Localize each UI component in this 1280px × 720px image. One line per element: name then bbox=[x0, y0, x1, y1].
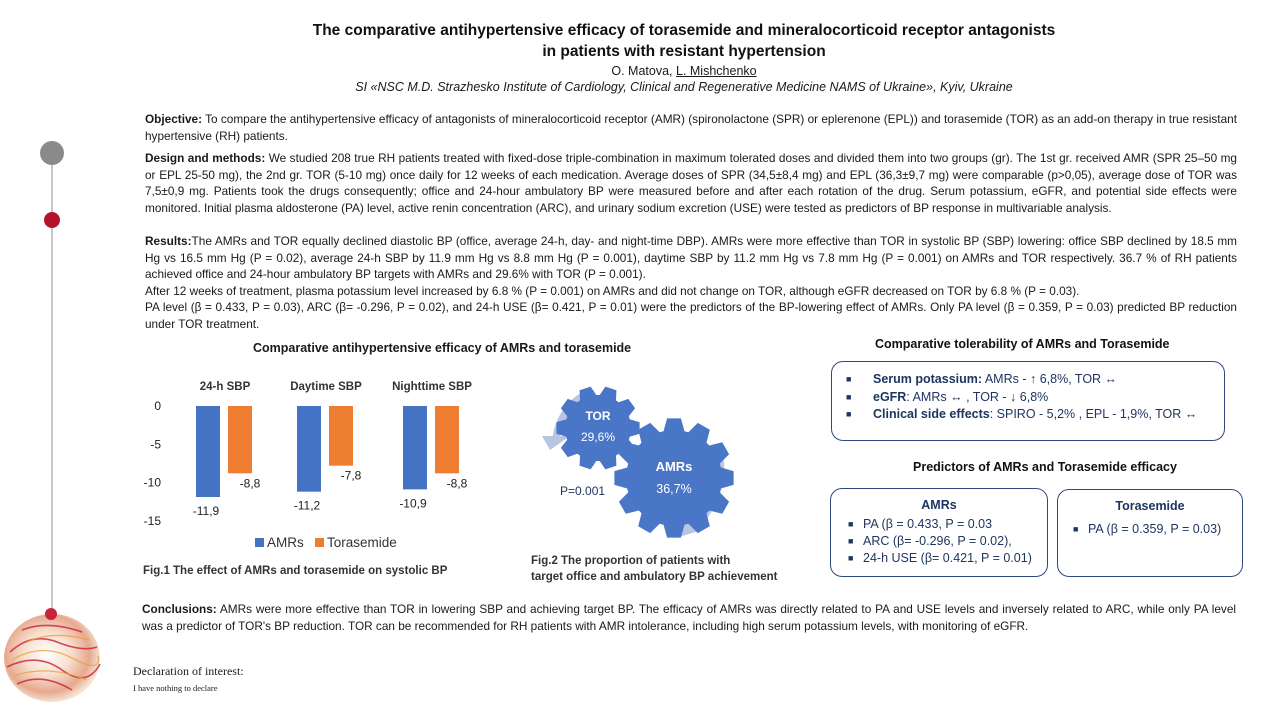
bar-torasemide bbox=[228, 406, 252, 473]
bullet-icon: ■ bbox=[848, 519, 854, 529]
objective-text: To compare the antihypertensive efficacy of antagonists of mineralocorticoid receptor (AMR) (spironolactone (SPR) or eplerenone (EPL)) and torasemide (TOR) as an add-on therapy in true resistant hypertensive (RH) patients. bbox=[145, 112, 1237, 143]
predictor-item bbox=[1070, 521, 1242, 538]
fig2-caption bbox=[531, 553, 801, 585]
authors bbox=[280, 64, 1088, 78]
bullet-icon: ■ bbox=[846, 409, 852, 419]
predictor-text: PA (β = 0.433, P = 0.03 bbox=[863, 517, 993, 531]
tolerability-item bbox=[846, 389, 1224, 407]
bullet-icon: ■ bbox=[846, 374, 852, 384]
gear-amr-value: 36,7% bbox=[656, 482, 692, 496]
author-1: O. Matova, bbox=[611, 64, 673, 78]
predictors-amr-box bbox=[830, 488, 1048, 577]
y-tick-label: -5 bbox=[150, 437, 161, 452]
title-line-2: in patients with resistant hypertension bbox=[542, 43, 826, 60]
gear-tor-value: 29,6% bbox=[580, 430, 616, 444]
bar-chart bbox=[135, 370, 505, 560]
declaration-text: I have nothing to declare bbox=[133, 683, 218, 693]
fig1-title: Comparative antihypertensive efficacy of AMRs and torasemide bbox=[253, 341, 632, 355]
data-label: -10,9 bbox=[399, 496, 427, 511]
predictor-text: 24-h USE (β= 0.421, P = 0.01) bbox=[863, 551, 1032, 565]
timeline-dot-red bbox=[44, 212, 60, 228]
results-p3: PA level (β = 0.433, P = 0.03), ARC (β= -0.296, P = 0.02), and 24-h USE (β= 0.421, P = 0.01) were the predictors of the BP-lowering effect of AMRs. Only PA level (β = 0.359, P = 0.03) predicted BP reduction under TOR treatment. bbox=[145, 300, 1237, 331]
data-label: -11,2 bbox=[293, 498, 321, 513]
tolerability-item bbox=[846, 406, 1224, 424]
conclusions-label: Conclusions: bbox=[142, 602, 217, 616]
data-label: -7,8 bbox=[340, 468, 362, 483]
data-label: -8,8 bbox=[446, 476, 468, 491]
tolerability-item-label: Serum potassium: bbox=[873, 372, 983, 386]
tolerability-item-text: : AMRs ↔ , TOR - ↓ 6,8% bbox=[906, 389, 1049, 404]
timeline-dot-bottom bbox=[45, 608, 57, 620]
category-label: Daytime SBP bbox=[290, 381, 362, 393]
predictor-item bbox=[845, 533, 1047, 550]
predictors-tor-heading: Torasemide bbox=[1115, 499, 1185, 513]
bar-amrs bbox=[297, 406, 321, 492]
bullet-icon: ■ bbox=[848, 536, 854, 546]
category-label: 24-h SBP bbox=[199, 381, 251, 393]
gears-diagram bbox=[530, 378, 770, 543]
legend-swatch bbox=[315, 538, 324, 547]
bullet-icon: ■ bbox=[848, 553, 854, 563]
fig2-caption-line1: Fig.2 The proportion of patients with bbox=[531, 555, 731, 567]
legend-swatch bbox=[255, 538, 264, 547]
affiliation: SI «NSC M.D. Strazhesko Institute of Cardiology, Clinical and Regenerative Medicine NAMS of Ukraine», Kyiv, Ukraine bbox=[355, 80, 1013, 94]
declaration-title: Declaration of interest: bbox=[133, 664, 244, 678]
declaration bbox=[133, 664, 244, 693]
results-p1: The AMRs and TOR equally declined diastolic BP (office, average 24-h, day- and night-time DBP). AMRs were more effective than TOR in systolic BP (SBP) lowering: office SBP declined by 18.5 mm Hg vs 16.5 mm Hg (P = 0.02), average 24-h SBP by 11.9 mm Hg vs 8.8 mm Hg (P = 0.001), daytime SBP by 11.2 mm Hg vs 7.8 mm Hg (P = 0.001) on AMRs and TOR respectively. 36.7 % of RH patients achieved office and 24-hour ambulatory BP targets with AMRs and 29.6% with TOR (P = 0.001). bbox=[145, 234, 1237, 282]
objective-label: Objective: bbox=[145, 112, 203, 126]
y-tick-label: 0 bbox=[154, 399, 161, 413]
predictor-text: ARC (β= -0.296, P = 0.02), bbox=[863, 534, 1012, 548]
tolerability-item bbox=[846, 371, 1224, 389]
gear-amr-label: AMRs bbox=[655, 459, 693, 474]
bar-torasemide bbox=[435, 406, 459, 473]
tolerability-item-text: AMRs - ↑ 6,8%, TOR ↔ bbox=[982, 372, 1118, 386]
y-tick-label: -10 bbox=[143, 475, 161, 490]
fig2-caption-line2: target office and ambulatory BP achievement bbox=[531, 571, 778, 583]
poster-title bbox=[280, 20, 1088, 62]
design-text: We studied 208 true RH patients treated with fixed-dose triple-combination in maximum tolerated doses and divided them into two groups (gr). The 1st gr. received AMR (SPR 25–50 mg or EPL 25-50 mg), the 2nd gr. TOR (5-10 mg) once daily for 12 weeks of each medication. Average doses of SPR (34,5±8,4 mg) and EPL (36,3±9,7 mg) were comparable (p>0,05), average dose of TOR was 7,5±0,9 mg. Patients took the drugs consequently; office and 24-hour ambulatory BP were measured before and after each rotation of the drug. Serum potassium, eGFR, and potential side effects were monitored. Initial plasma aldosterone (PA) level, active renin concentration (ARC), and urinary sodium excretion (USE) were tested as predictors of BP response in multivariable analysis. bbox=[145, 151, 1237, 215]
results-label: Results: bbox=[145, 234, 192, 248]
design-section bbox=[145, 150, 1237, 216]
tolerability-item-label: eGFR bbox=[873, 389, 907, 404]
fig1-caption: Fig.1 The effect of AMRs and torasemide on systolic BP bbox=[143, 565, 448, 577]
legend-label: AMRs bbox=[267, 535, 304, 550]
results-section bbox=[145, 233, 1237, 333]
conclusions-text: AMRs were more effective than TOR in lowering SBP and achieving target BP. The efficacy of AMRs was directly related to PA and USE levels and inversely related to ARC, while only PA level was a predictor of TOR's BP reduction. TOR can be recommended for RH patients with AMR intolerance, including high serum potassium levels, with monitoring of eGFR. bbox=[142, 602, 1236, 633]
author-2: L. Mishchenko bbox=[676, 64, 757, 78]
tolerability-item-text: : SPIRO - 5,2% , EPL - 1,9%, TOR ↔ bbox=[989, 407, 1198, 421]
tolerability-title: Comparative tolerability of AMRs and Torasemide bbox=[875, 337, 1170, 351]
data-label: -11,9 bbox=[192, 504, 220, 519]
gear-tor-label: TOR bbox=[585, 409, 611, 423]
tolerability-item-label: Clinical side effects bbox=[873, 407, 990, 421]
conclusions-section bbox=[142, 601, 1236, 634]
y-tick-label: -15 bbox=[143, 513, 161, 528]
poster-header bbox=[280, 20, 1088, 94]
predictors-amr-heading: AMRs bbox=[921, 498, 957, 512]
timeline-line bbox=[51, 160, 53, 620]
predictors-tor-box bbox=[1057, 489, 1243, 577]
legend-label: Torasemide bbox=[327, 535, 397, 550]
category-label: Nighttime SBP bbox=[392, 381, 472, 393]
predictor-item bbox=[845, 550, 1047, 567]
tolerability-box bbox=[831, 361, 1225, 441]
timeline-dot-grey bbox=[40, 141, 64, 165]
predictor-item bbox=[845, 516, 1047, 533]
predictor-text: PA (β = 0.359, P = 0.03) bbox=[1088, 522, 1222, 536]
title-line-1: The comparative antihypertensive efficacy of torasemide and mineralocorticoid receptor antagonists bbox=[312, 22, 1056, 39]
bar-amrs bbox=[196, 406, 220, 497]
gear-p-value: P=0.001 bbox=[560, 484, 606, 498]
design-label: Design and methods: bbox=[145, 151, 266, 165]
bullet-icon: ■ bbox=[1073, 524, 1079, 534]
bullet-icon: ■ bbox=[846, 391, 852, 402]
objective-section bbox=[145, 111, 1237, 144]
predictors-title: Predictors of AMRs and Torasemide efficacy bbox=[913, 460, 1177, 474]
gear-amr-icon bbox=[614, 418, 733, 537]
data-label: -8,8 bbox=[239, 476, 261, 491]
results-p2: After 12 weeks of treatment, plasma potassium level increased by 6.8 % (P = 0.001) on AMRs and did not change on TOR, although eGFR decreased on TOR by 6.8 % (P = 0.03). bbox=[145, 283, 1080, 298]
bar-torasemide bbox=[329, 406, 353, 466]
decorative-sphere-icon bbox=[2, 612, 102, 704]
bar-amrs bbox=[403, 406, 427, 489]
